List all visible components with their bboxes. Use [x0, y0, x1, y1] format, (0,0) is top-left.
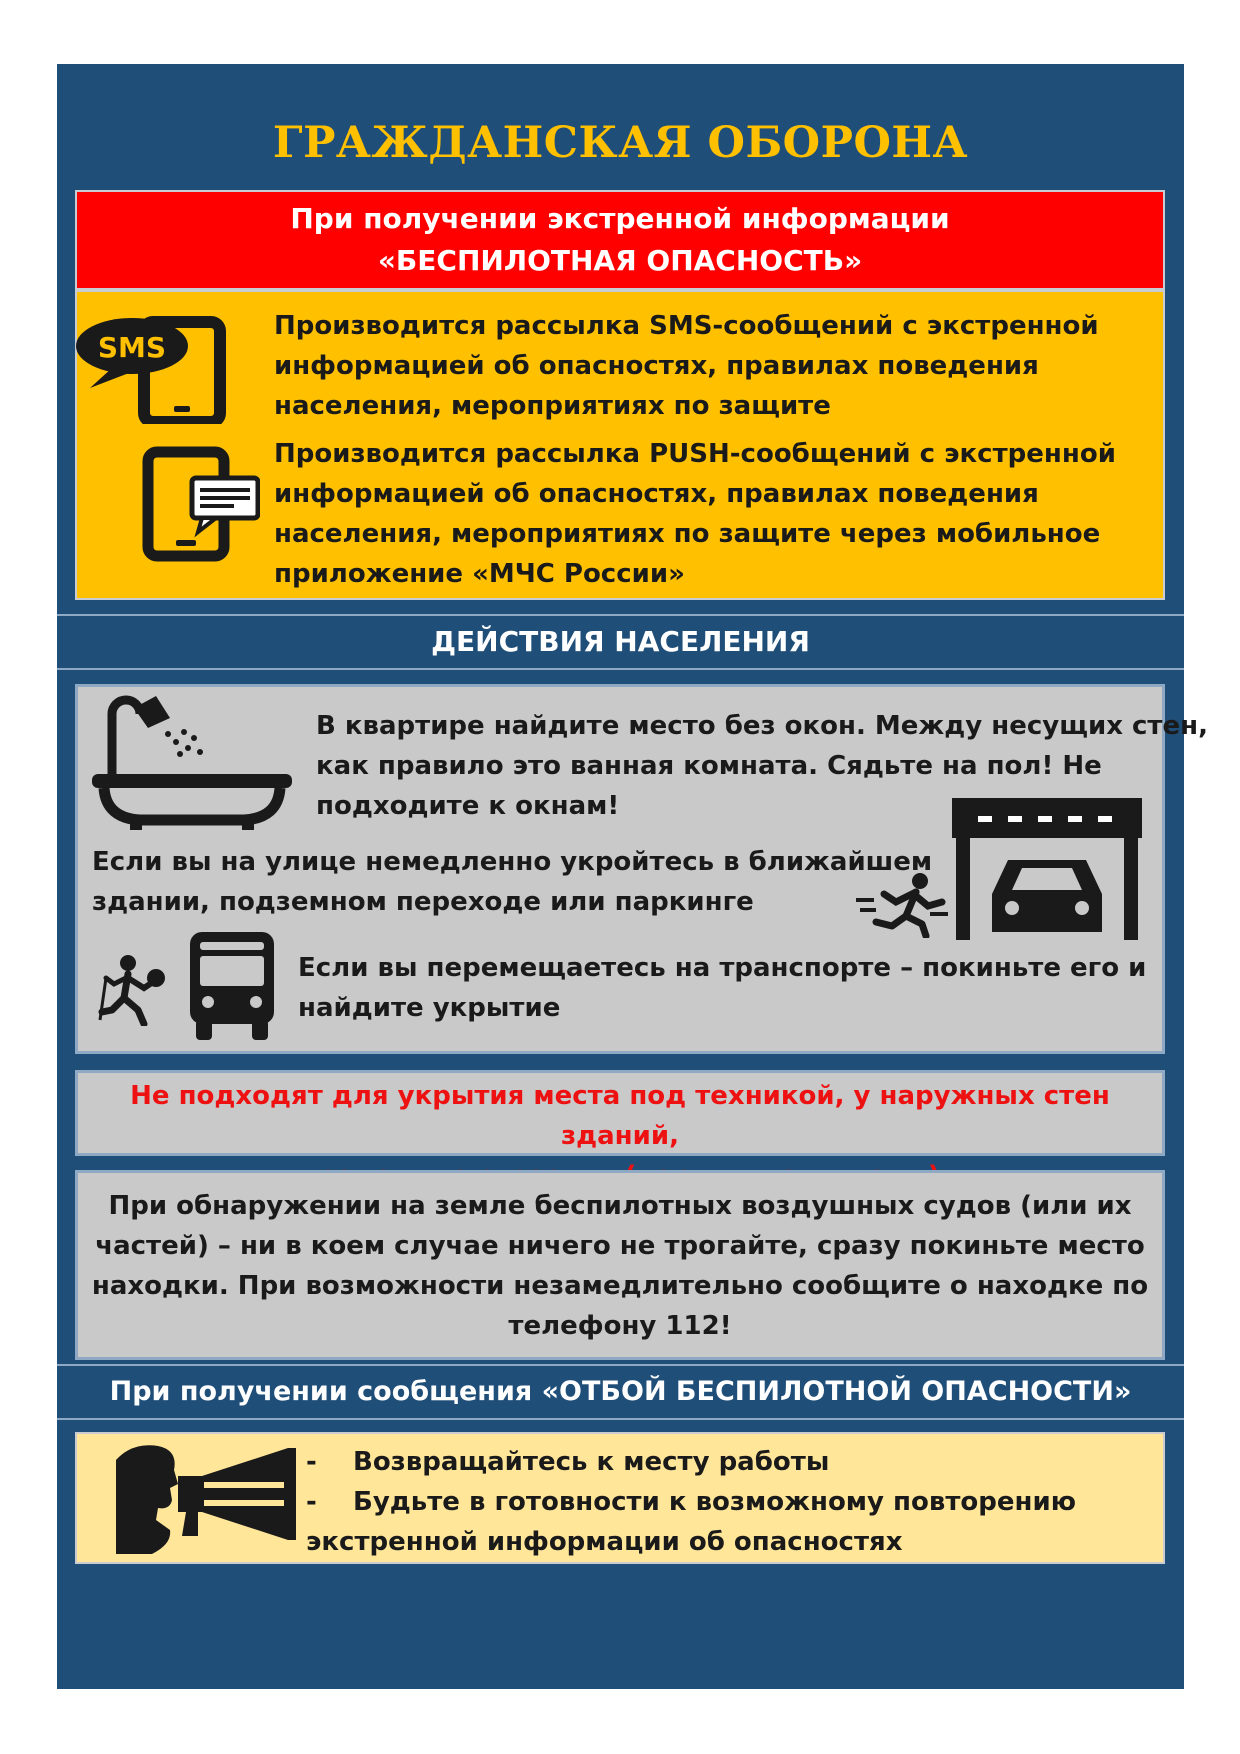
cancel-item-2: - Будьте в готовности к возможному повторению	[306, 1487, 1076, 1517]
page-title: ГРАЖДАНСКАЯ ОБОРОНА	[272, 118, 969, 168]
street-text: Если вы на улице немедленно укройтесь в ближайшем здании, подземном переходе или паркинге	[92, 847, 933, 917]
alert-banner	[75, 190, 1165, 290]
transport-text: Если вы перемещаетесь на транспорте – покиньте его и найдите укрытие	[298, 953, 1147, 1023]
cancel-item-3: экстренной информации об опасностях	[306, 1527, 903, 1557]
warning-text: Не подходят для укрытия места под техникой, у наружных стен зданий,	[130, 1081, 1110, 1151]
bathtub-icon	[90, 694, 300, 830]
actions-header: ДЕЙСТВИЯ НАСЕЛЕНИЯ	[57, 614, 1184, 670]
sms-text: Производится рассылка SMS-сообщений с экстренной информацией об опасностях, правилах поведения населения, мероприятиях по защите	[274, 311, 1099, 421]
apartment-text: В квартире найдите место без окон. Между несущих стен, как правило это ванная комната. Сядьте на пол! Не подходите к окнам!	[316, 711, 1208, 821]
push-phone-icon	[140, 446, 260, 562]
alert-line-2: «БЕСПИЛОТНАЯ ОПАСНОСТЬ»	[377, 244, 863, 277]
person-with-cane-icon	[98, 954, 172, 1026]
alert-line-1: При получении экстренной информации	[290, 202, 950, 235]
sms-phone-icon	[76, 316, 226, 424]
drone-text: При обнаружении на земле беспилотных воздушных судов (или их частей) – ни в коем случае ничего не трогайте, сразу покиньте место находки. При возможности незамедлительно сообщите о находке по телефону 112!	[91, 1191, 1149, 1341]
cancel-list	[306, 1442, 1076, 1562]
bus-icon	[188, 928, 276, 1042]
cancel-item-1: - Возвращайтесь к месту работы	[306, 1447, 830, 1477]
garage-car-icon	[950, 796, 1146, 940]
cancel-header: При получении сообщения «ОТБОЙ БЕСПИЛОТНОЙ ОПАСНОСТИ»	[57, 1364, 1184, 1420]
push-text: Производится рассылка PUSH-сообщений с экстренной информацией об опасностях, правилах поведения населения, мероприятиях по защите через мобильное приложение «МЧС России»	[274, 439, 1116, 589]
megaphone-person-icon	[112, 1440, 302, 1556]
sms-label: SMS	[97, 331, 167, 364]
